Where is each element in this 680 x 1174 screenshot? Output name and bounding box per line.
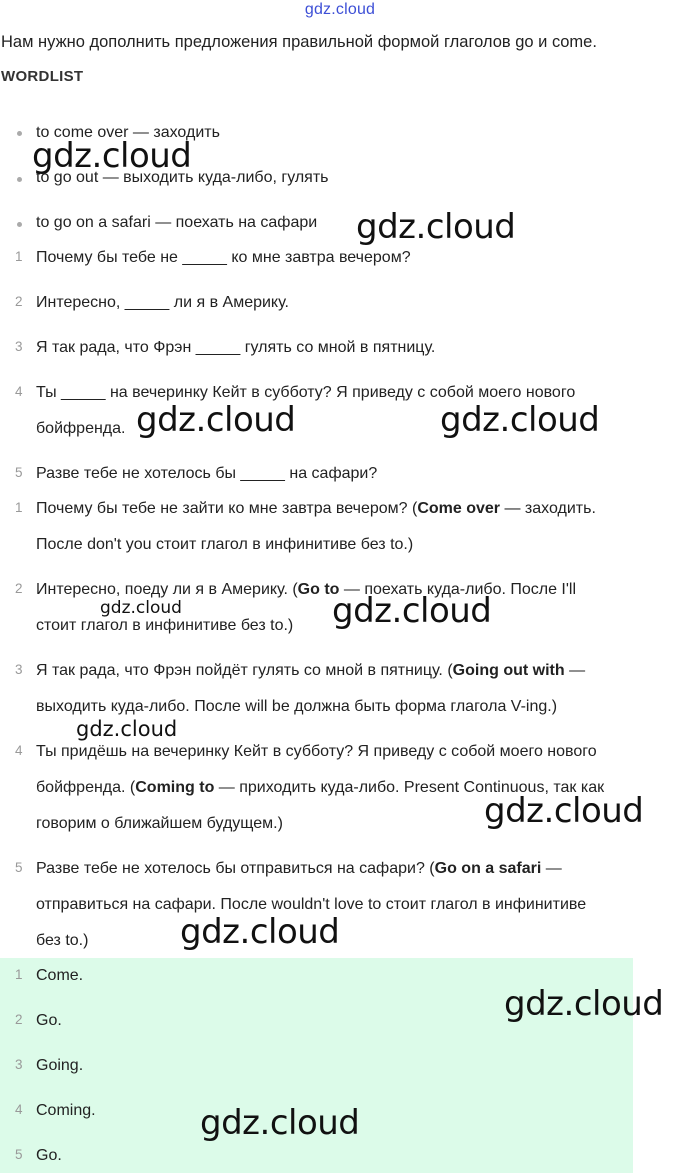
task-text: бойфренда. bbox=[36, 420, 126, 437]
watermark: gdz.cloud bbox=[136, 400, 296, 440]
watermark: gdz.cloud bbox=[200, 1103, 360, 1143]
watermark: gdz.cloud bbox=[484, 791, 644, 831]
bullet-icon bbox=[17, 177, 22, 182]
watermark: gdz.cloud bbox=[332, 591, 492, 631]
bullet-icon bbox=[17, 222, 22, 227]
watermark: gdz.cloud bbox=[32, 136, 192, 176]
explanation-line: Я так рада, что Фрэн пойдёт гулять со мной в пятницу. (Going out with — bbox=[36, 662, 586, 679]
intro-text: Нам нужно дополнить предложения правильной формой глаголов go и come. bbox=[1, 33, 597, 51]
explanation-number: 1 bbox=[15, 500, 23, 515]
answer-number: 2 bbox=[15, 1012, 23, 1027]
answer-number: 1 bbox=[15, 967, 23, 982]
task-number: 2 bbox=[15, 294, 23, 309]
answer-text: Going. bbox=[36, 1057, 84, 1074]
task-text: Интересно, _____ ли я в Америку. bbox=[36, 294, 289, 311]
explanation-number: 4 bbox=[15, 743, 23, 758]
answer-number: 3 bbox=[15, 1057, 23, 1072]
answer-text: Come. bbox=[36, 967, 84, 984]
task-text: Ты _____ на вечеринку Кейт в субботу? Я приведу с собой моего нового bbox=[36, 384, 576, 401]
answer-number: 4 bbox=[15, 1102, 23, 1117]
explanation-line: выходить куда-либо. После will be должна быть форма глагола V-ing.) bbox=[36, 698, 558, 715]
top-watermark: gdz.cloud bbox=[304, 1, 376, 18]
answer-text: Coming. bbox=[36, 1102, 96, 1119]
task-number: 1 bbox=[15, 249, 23, 264]
explanation-line: говорим о ближайшем будущем.) bbox=[36, 815, 283, 832]
task-number: 4 bbox=[15, 384, 23, 399]
task-number: 3 bbox=[15, 339, 23, 354]
task-number: 5 bbox=[15, 465, 23, 480]
explanation-number: 2 bbox=[15, 581, 23, 596]
answer-text: Go. bbox=[36, 1147, 62, 1164]
task-text: Разве тебе не хотелось бы _____ на сафари? bbox=[36, 465, 378, 482]
answer-text: Go. bbox=[36, 1012, 62, 1029]
explanation-line: отправиться на сафари. После wouldn't love to стоит глагол в инфинитиве bbox=[36, 896, 587, 913]
watermark: gdz.cloud bbox=[356, 207, 516, 247]
watermark: gdz.cloud bbox=[100, 598, 182, 618]
explanation-line: Разве тебе не хотелось бы отправиться на сафари? (Go on a safari — bbox=[36, 860, 562, 877]
watermark: gdz.cloud bbox=[180, 912, 340, 952]
explanation-line: Ты придёшь на вечеринку Кейт в субботу? Я приведу с собой моего нового bbox=[36, 743, 597, 760]
explanation-number: 3 bbox=[15, 662, 23, 677]
watermark: gdz.cloud bbox=[504, 984, 664, 1024]
explanation-line: стоит глагол в инфинитиве без to.) bbox=[36, 617, 294, 634]
wordlist-item: to go on a safari — поехать на сафари bbox=[36, 214, 318, 231]
watermark: gdz.cloud bbox=[76, 717, 178, 741]
wordlist-title: WORDLIST bbox=[1, 68, 84, 85]
explanation-number: 5 bbox=[15, 860, 23, 875]
watermark: gdz.cloud bbox=[440, 400, 600, 440]
task-text: Почему бы тебе не _____ ко мне завтра вечером? bbox=[36, 249, 411, 266]
wordlist-item: to come over — заходить bbox=[36, 124, 220, 141]
explanation-line: Почему бы тебе не зайти ко мне завтра вечером? (Come over — заходить. bbox=[36, 500, 596, 517]
explanation-line: После don't you стоит глагол в инфинитиве без to.) bbox=[36, 536, 414, 553]
wordlist-item: to go out — выходить куда-либо, гулять bbox=[36, 169, 329, 186]
explanation-line: бойфренда. (Coming to — приходить куда-либо. Present Continuous, так как bbox=[36, 779, 605, 796]
answer-number: 5 bbox=[15, 1147, 23, 1162]
bullet-icon bbox=[17, 131, 22, 136]
explanation-line: без to.) bbox=[36, 932, 89, 949]
explanation-line: Интересно, поеду ли я в Америку. (Go to — поехать куда-либо. После I'll bbox=[36, 581, 577, 598]
task-text: Я так рада, что Фрэн _____ гулять со мной в пятницу. bbox=[36, 339, 436, 356]
